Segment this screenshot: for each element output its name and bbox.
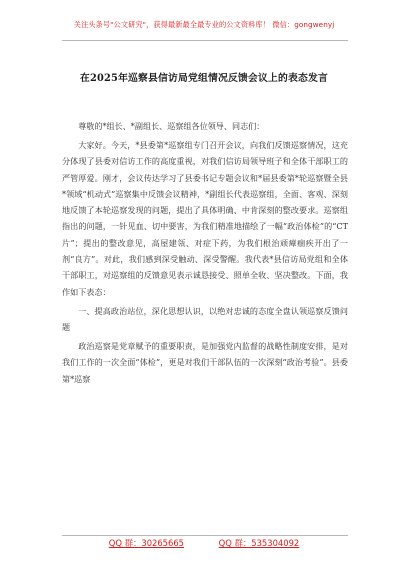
footer-divider xyxy=(62,535,348,536)
section-heading: 一、提高政治站位，深化思想认识，以绝对忠诚的态度全盘认领巡察反馈问题 xyxy=(62,305,348,332)
body-paragraph: 大家好。今天，*县委第*巡察组专门召开会议，向我们反馈巡察情况，这充分体现了县委对信访工作的高度重视，对我们信访局领导班子和全体干部职工的严管厚爱。刚才，会议传达学习了县委书记专题会议和*届县委第*轮巡察暨全县*领域“机动式”巡察集中反馈会议精神，*副组长代表巡察组，全面、客观、深刻地反馈了本轮巡察发现的问题，提出了具体明确、中肯深刻的整改要求。巡察组指出的问题，一针见血、切中要害，为我们精准地描绘了一幅“政治体检”的“CT片”；提出的整改意见，高屋建瓴、对症下药，为我们根治顽瘴痼疾开出了一剂“良方”。对此，我们感到深受触动、深受警醒。我代表*县信访局党组和全体干部职工，对巡察组的反馈意见表示诚恳接受、照单全收、坚决整改。下面，我作如下表态： xyxy=(62,139,348,297)
body-paragraph: 政治巡察是党章赋予的重要职责，是加强党内监督的战略性制度安排，是对我们工作的一次全面“体检”，更是对我们干部队伍的一次深刻“政治考验”。县委第*巡察 xyxy=(62,340,348,384)
footer xyxy=(0,537,408,549)
document-body xyxy=(62,118,348,390)
document-title: 在2025年巡察县信访局党组情况反馈会议上的表态发言 xyxy=(80,73,328,84)
header-divider xyxy=(62,40,348,41)
footer-qq-group-2[interactable]: QQ 群：535304092 xyxy=(218,538,300,548)
footer-qq-group-1[interactable]: QQ 群：30265665 xyxy=(108,538,184,548)
header-note: 关注头条号"公文研究"，获得最新最全最专业的公文资料库！ 微信：gongwenyj xyxy=(73,20,335,29)
salutation-paragraph: 尊敬的*组长、*副组长、巡察组各位领导、同志们： xyxy=(78,121,265,131)
